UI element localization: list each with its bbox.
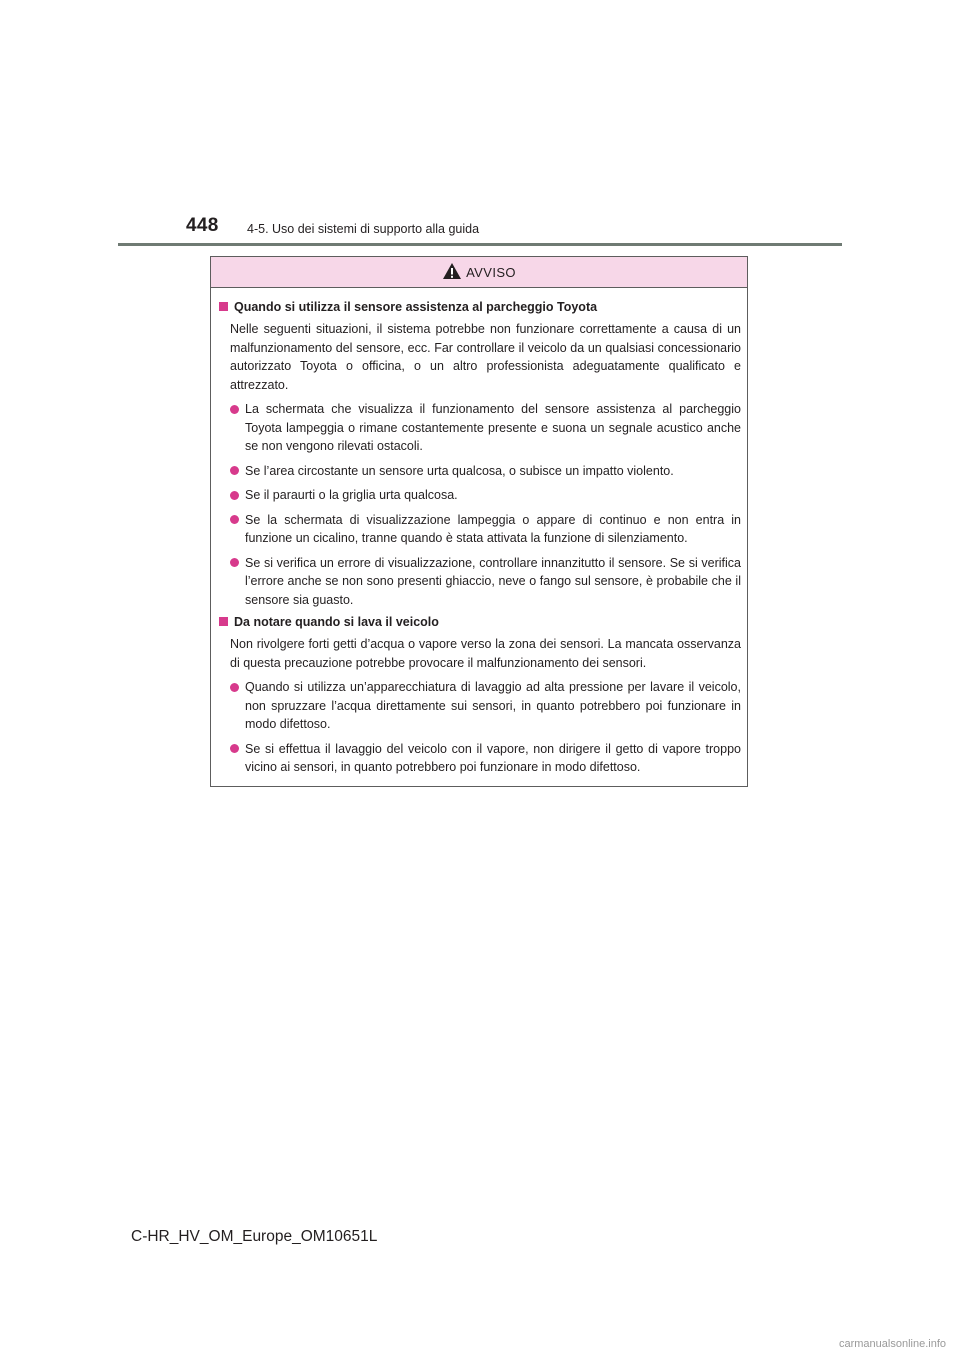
square-bullet-icon	[219, 617, 228, 626]
section-heading-text: Da notare quando si lava il veicolo	[234, 615, 439, 629]
list-item-text: Se il paraurti o la griglia urta qualcosa.	[245, 488, 458, 502]
list-item	[219, 678, 741, 734]
section-paragraph: Non rivolgere forti getti d’acqua o vapore verso la zona dei sensori. La mancata osservanza di questa precauzione potrebbe provocare il malfunzionamento dei sensori.	[230, 637, 741, 670]
list-item-text: Se l’area circostante un sensore urta qualcosa, o subisce un impatto violento.	[245, 463, 674, 478]
list-item-text: Se si verifica un errore di visualizzazione, controllare innanzitutto il sensore. Se si verifica l’errore anche se non sono presenti ghiaccio, neve o fango sul sensore, è probabile che il sensore sia guasto.	[245, 555, 741, 607]
section-paragraph: Nelle seguenti situazioni, il sistema potrebbe non funzionare correttamente a causa di un malfunzionamento del sensore, ecc. Far controllare il veicolo da un qualsiasi concessionario autorizzato Toyota o officina, o un altro professionista adeguatamente qualificato e attrezzato.	[230, 322, 741, 392]
header-divider	[118, 243, 842, 246]
section-heading	[219, 615, 741, 629]
list-item	[219, 462, 741, 481]
list-item-text: Quando si utilizza un’apparecchiatura di lavaggio ad alta pressione per lavare il veicolo, non spruzzare l’acqua direttamente sui sensori, in quanto potrebbero poi funzionare in modo difettoso.	[245, 680, 741, 731]
list-item	[219, 486, 741, 505]
round-bullet-icon	[230, 683, 239, 692]
list-item	[219, 554, 741, 610]
warning-triangle-icon	[442, 262, 462, 280]
section-title: 4-5. Uso dei sistemi di supporto alla guida	[247, 222, 480, 236]
round-bullet-icon	[230, 405, 239, 414]
warning-header	[211, 257, 747, 288]
list-item	[219, 511, 741, 548]
round-bullet-icon	[230, 515, 239, 524]
warning-body	[211, 288, 747, 777]
page-number: 448	[186, 215, 219, 236]
document-code: C-HR_HV_OM_Europe_OM10651L	[131, 1228, 378, 1245]
list-item-text: Se si effettua il lavaggio del veicolo con il vapore, non dirigere il getto di vapore troppo vicino ai sensori, in quanto potrebbero poi funzionare in modo difettoso.	[245, 741, 741, 774]
list-item-text: Se la schermata di visualizzazione lampeggia o appare di continuo e non entra in funzione un cicalino, tranne quando è stata attivata la funzione di silenziamento.	[245, 512, 741, 545]
list-item-text: La schermata che visualizza il funzionamento del sensore assistenza al parcheggio Toyota lampeggia o rimane costantemente presente e suona un segnale acustico anche se non vengono rilevati ostacoli.	[245, 402, 741, 453]
watermark[interactable]: carmanualsonline.info	[838, 1338, 946, 1350]
round-bullet-icon	[230, 558, 239, 567]
warning-title: AVVISO	[466, 264, 516, 280]
list-item	[219, 400, 741, 456]
page-header	[0, 0, 960, 250]
round-bullet-icon	[230, 466, 239, 475]
section-heading-text: Quando si utilizza il sensore assistenza al parcheggio Toyota	[234, 300, 598, 314]
section-heading	[219, 300, 741, 314]
square-bullet-icon	[219, 302, 228, 311]
round-bullet-icon	[230, 491, 239, 500]
list-item	[219, 740, 741, 777]
warning-box	[210, 256, 748, 787]
round-bullet-icon	[230, 744, 239, 753]
